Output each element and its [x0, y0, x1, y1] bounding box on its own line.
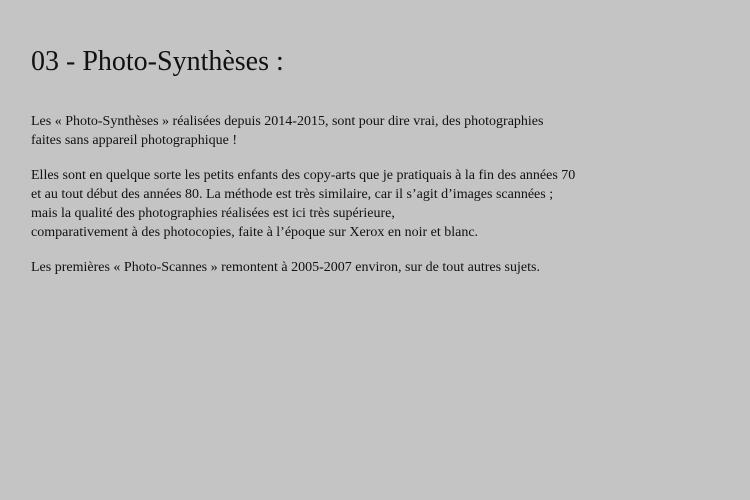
text-line: mais la qualité des photographies réalisées est ici très supérieure, [31, 206, 395, 221]
text-line: faites sans appareil photographique ! [31, 133, 238, 148]
text-line: Les premières « Photo-Scannes » remontent à 2005-2007 environ, sur de tout autres sujets. [31, 260, 540, 275]
page-title: 03 - Photo-Synthèses : [31, 46, 284, 77]
text-line: comparativement à des photocopies, faite à l’époque sur Xerox en noir et blanc. [31, 225, 479, 240]
text-line: Elles sont en quelque sorte les petits enfants des copy-arts que je pratiquais à la fin des années 70 [31, 168, 576, 183]
paragraph-history [31, 258, 721, 277]
text-line: Les « Photo-Synthèses » réalisées depuis 2014-2015, sont pour dire vrai, des photographies [31, 114, 544, 129]
paragraph-intro [31, 112, 721, 150]
article-body [31, 112, 721, 293]
text-line: et au tout début des années 80. La méthode est très similaire, car il s’agit d’images scannées ; [31, 187, 554, 202]
paragraph-method [31, 166, 721, 242]
